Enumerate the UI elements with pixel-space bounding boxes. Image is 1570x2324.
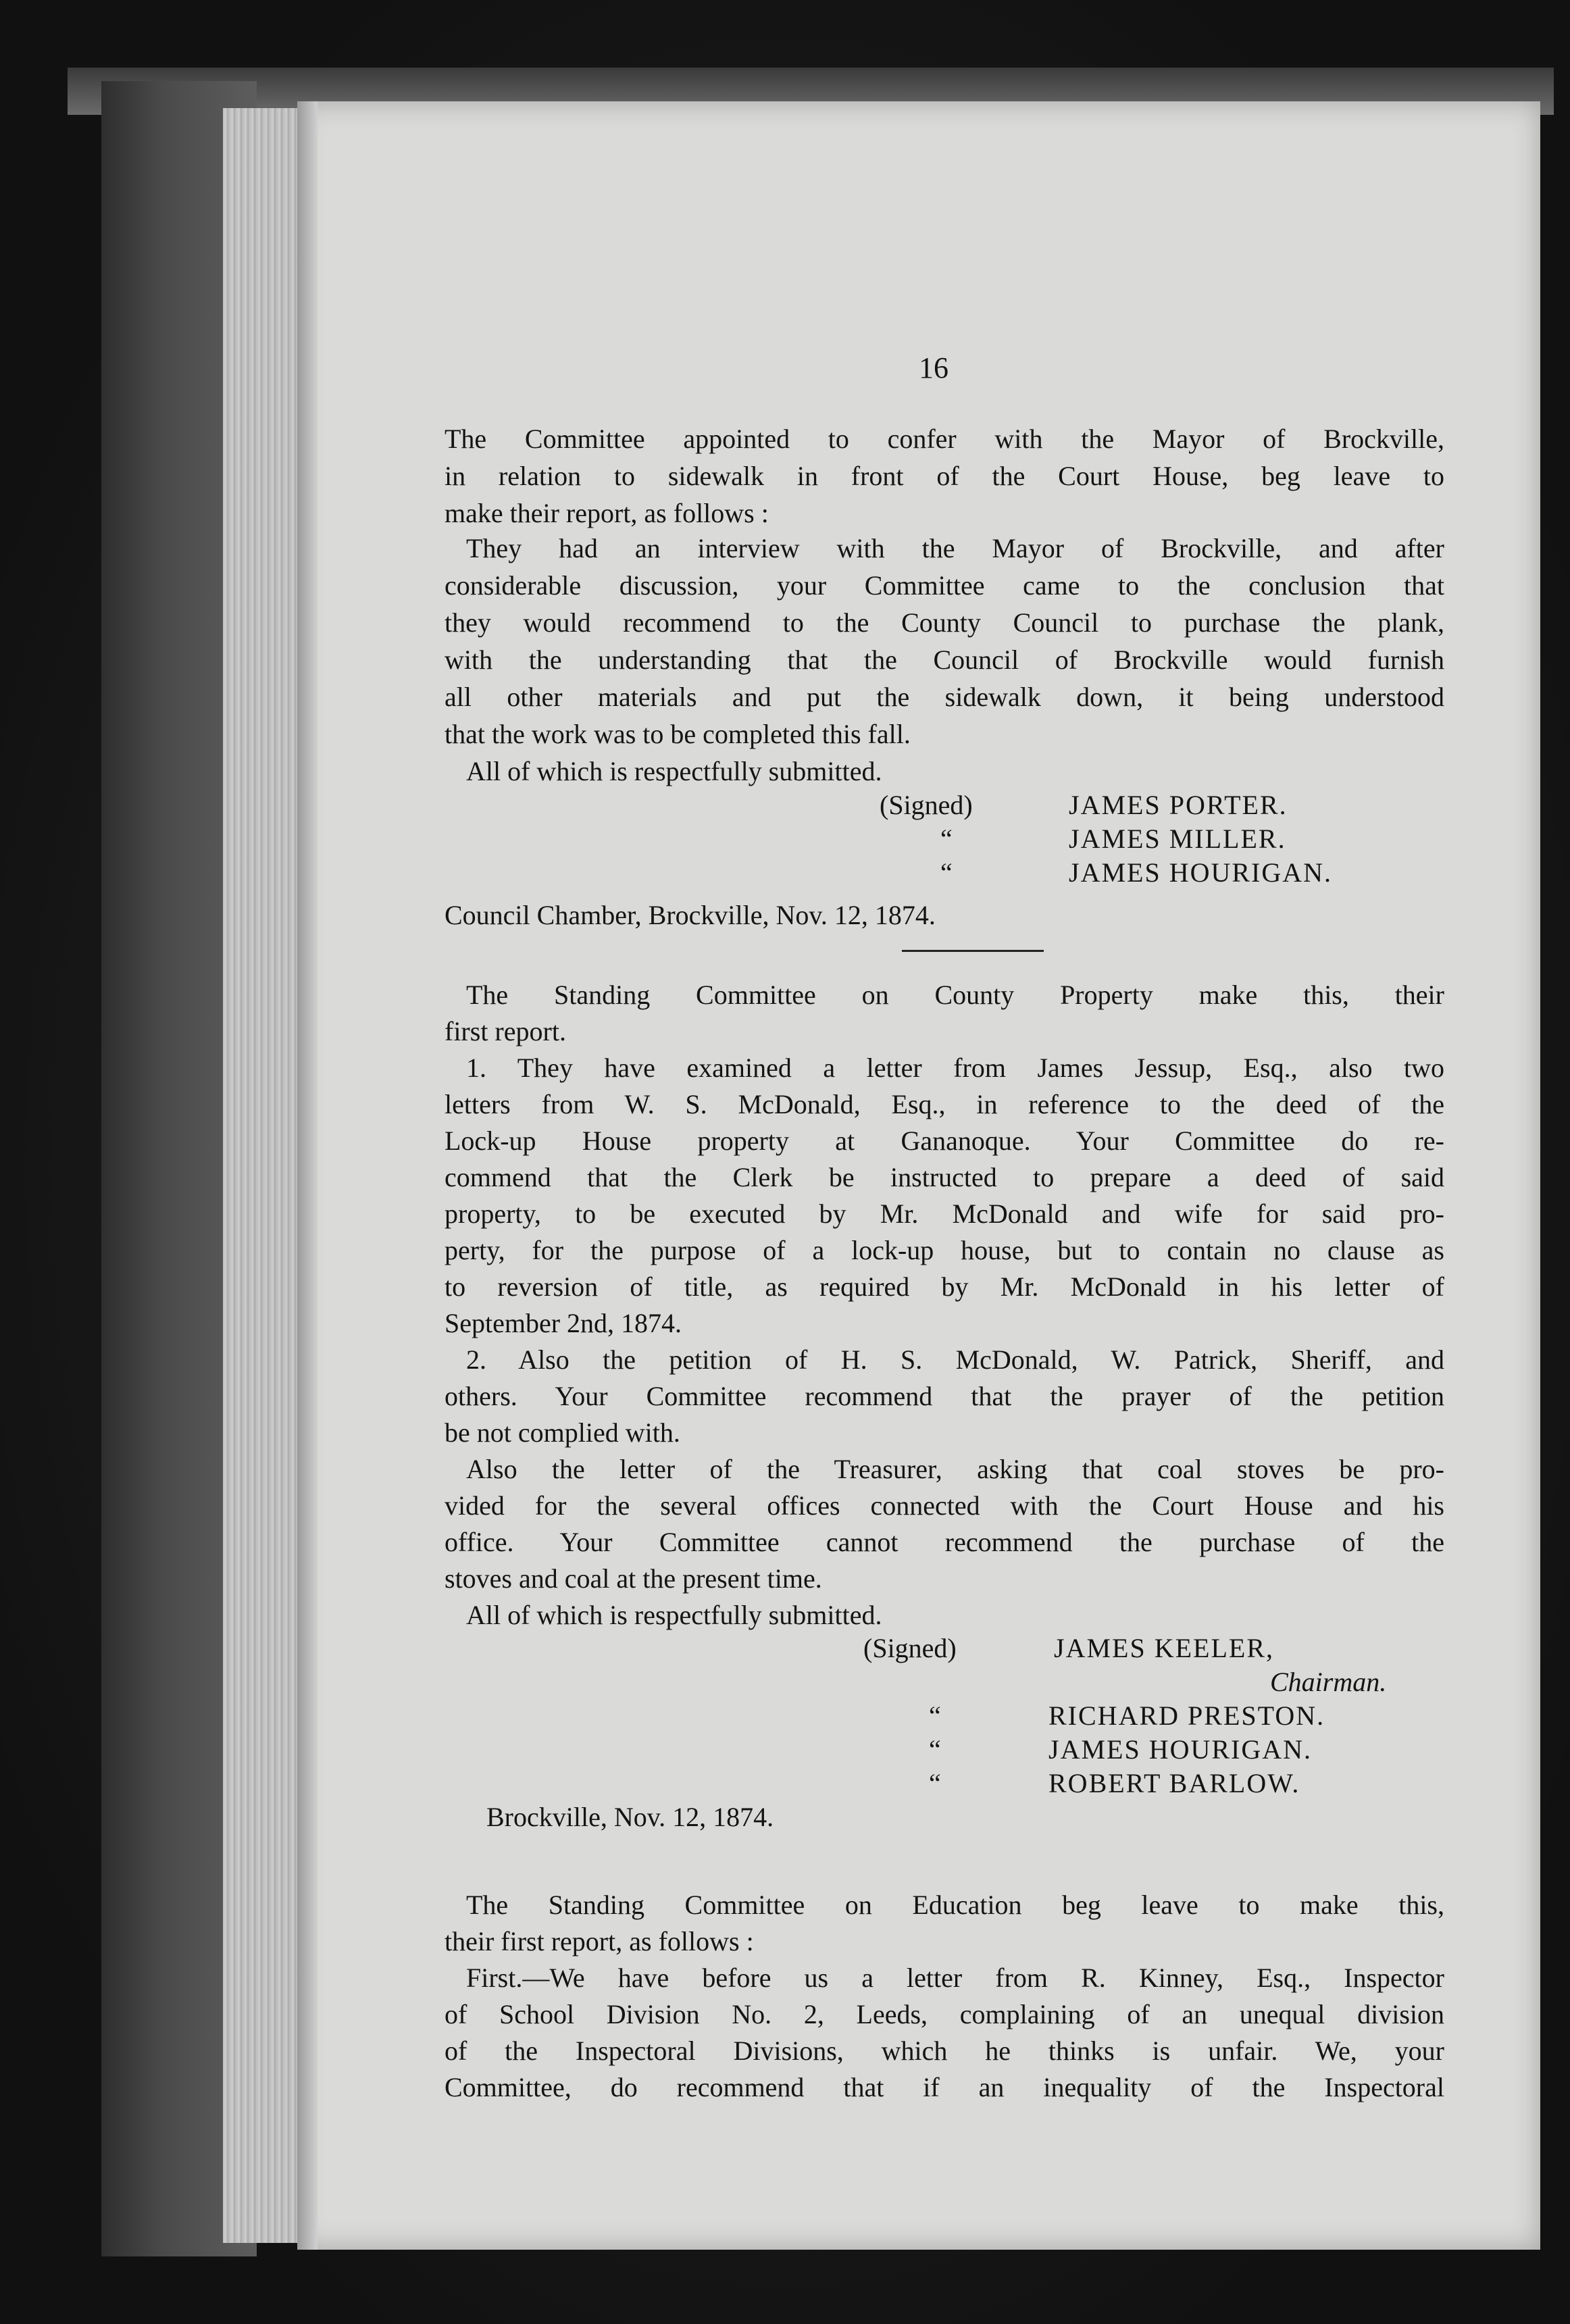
s2-signer-3: ROBERT BARLOW.	[1048, 1768, 1300, 1798]
s2-signer-2: JAMES HOURIGAN.	[1048, 1734, 1313, 1765]
page-number: 16	[919, 351, 948, 384]
s1-para2-line-2: considerable discussion, your Committee came to the conclusion that	[445, 570, 1444, 601]
s2-item3-line-1: Also the letter of the Treasurer, asking that coal stoves be pro-	[466, 1454, 1444, 1484]
s2-chair-title: Chairman.	[1270, 1667, 1387, 1697]
s3-first-line-4: Committee, do recommend that if an inequality of the Inspectoral	[445, 2072, 1444, 2102]
s2-chair-name: JAMES KEELER,	[1054, 1633, 1274, 1663]
s1-closing: All of which is respectfully submitted.	[466, 756, 882, 786]
s2-item1-line-4: commend that the Clerk be instructed to prepare a deed of said	[445, 1162, 1444, 1192]
s3-first-line-1: First.—We have before us a letter from R. Kinney, Esq., Inspector	[466, 1963, 1444, 1993]
s2-ditto-2: “	[929, 1734, 941, 1765]
s1-para2-line-1: They had an interview with the Mayor of Brockville, and after	[466, 533, 1444, 563]
s2-place-date: Brockville, Nov. 12, 1874.	[486, 1802, 774, 1832]
s2-ditto-1: “	[929, 1700, 941, 1731]
s1-signer-2: JAMES MILLER.	[1069, 824, 1286, 854]
s1-para2-line-3: they would recommend to the County Council to purchase the plank,	[445, 607, 1444, 638]
s1-place-date: Council Chamber, Brockville, Nov. 12, 1874.	[445, 900, 936, 930]
s2-intro-1: The Standing Committee on County Property make this, their	[466, 980, 1444, 1010]
s2-intro-2: first report.	[445, 1016, 566, 1046]
s3-intro-1: The Standing Committee on Education beg leave to make this,	[466, 1890, 1444, 1920]
s3-first-line-3: of the Inspectoral Divisions, which he thinks is unfair. We, your	[445, 2036, 1444, 2066]
s2-ditto-3: “	[929, 1768, 941, 1798]
s2-closing: All of which is respectfully submitted.	[466, 1600, 882, 1630]
s2-item1-line-7: to reversion of title, as required by Mr. McDonald in his letter of	[445, 1271, 1444, 1302]
s2-item2-line-2: others. Your Committee recommend that the prayer of the petition	[445, 1381, 1444, 1411]
s2-item2-line-1: 2. Also the petition of H. S. McDonald, W. Patrick, Sheriff, and	[466, 1344, 1444, 1375]
s2-item1-line-6: perty, for the purpose of a lock-up house, but to contain no clause as	[445, 1235, 1444, 1265]
s1-para2-line-5: all other materials and put the sidewalk down, it being understood	[445, 682, 1444, 712]
s1-ditto-2: “	[940, 857, 953, 888]
s2-item1-line-2: letters from W. S. McDonald, Esq., in reference to the deed of the	[445, 1089, 1444, 1119]
s1-signer-3: JAMES HOURIGAN.	[1069, 857, 1333, 888]
s1-ditto-1: “	[940, 824, 953, 854]
s2-item3-line-2: vided for the several offices connected with the Court House and his	[445, 1490, 1444, 1521]
s2-item3-line-4: stoves and coal at the present time.	[445, 1563, 822, 1594]
s1-signer-1: JAMES PORTER.	[1069, 790, 1288, 820]
page-gutter	[297, 101, 318, 2250]
s1-signed-label: (Signed)	[880, 790, 973, 820]
s1-para2-line-6: that the work was to be completed this fall.	[445, 719, 911, 749]
s2-item1-line-3: Lock-up House property at Gananoque. Your Committee do re-	[445, 1126, 1444, 1156]
s2-signer-1: RICHARD PRESTON.	[1048, 1700, 1325, 1731]
section-divider	[902, 950, 1044, 952]
s2-item1-line-8: September 2nd, 1874.	[445, 1308, 682, 1338]
s1-line-3: make their report, as follows :	[445, 498, 769, 528]
s3-intro-2: their first report, as follows :	[445, 1926, 754, 1956]
s3-first-line-2: of School Division No. 2, Leeds, complaining of an unequal division	[445, 1999, 1444, 2029]
s1-line-1: The Committee appointed to confer with the Mayor of Brockville,	[445, 424, 1444, 454]
s1-para2-line-4: with the understanding that the Council of Brockville would furnish	[445, 645, 1444, 675]
s2-item1-line-1: 1. They have examined a letter from James Jessup, Esq., also two	[466, 1053, 1444, 1083]
s2-signed-label: (Signed)	[863, 1633, 957, 1663]
s2-item3-line-3: office. Your Committee cannot recommend the purchase of the	[445, 1527, 1444, 1557]
s2-item1-line-5: property, to be executed by Mr. McDonald and wife for said pro-	[445, 1198, 1444, 1229]
s2-item2-line-3: be not complied with.	[445, 1417, 680, 1448]
s1-line-2: in relation to sidewalk in front of the Court House, beg leave to	[445, 461, 1444, 491]
